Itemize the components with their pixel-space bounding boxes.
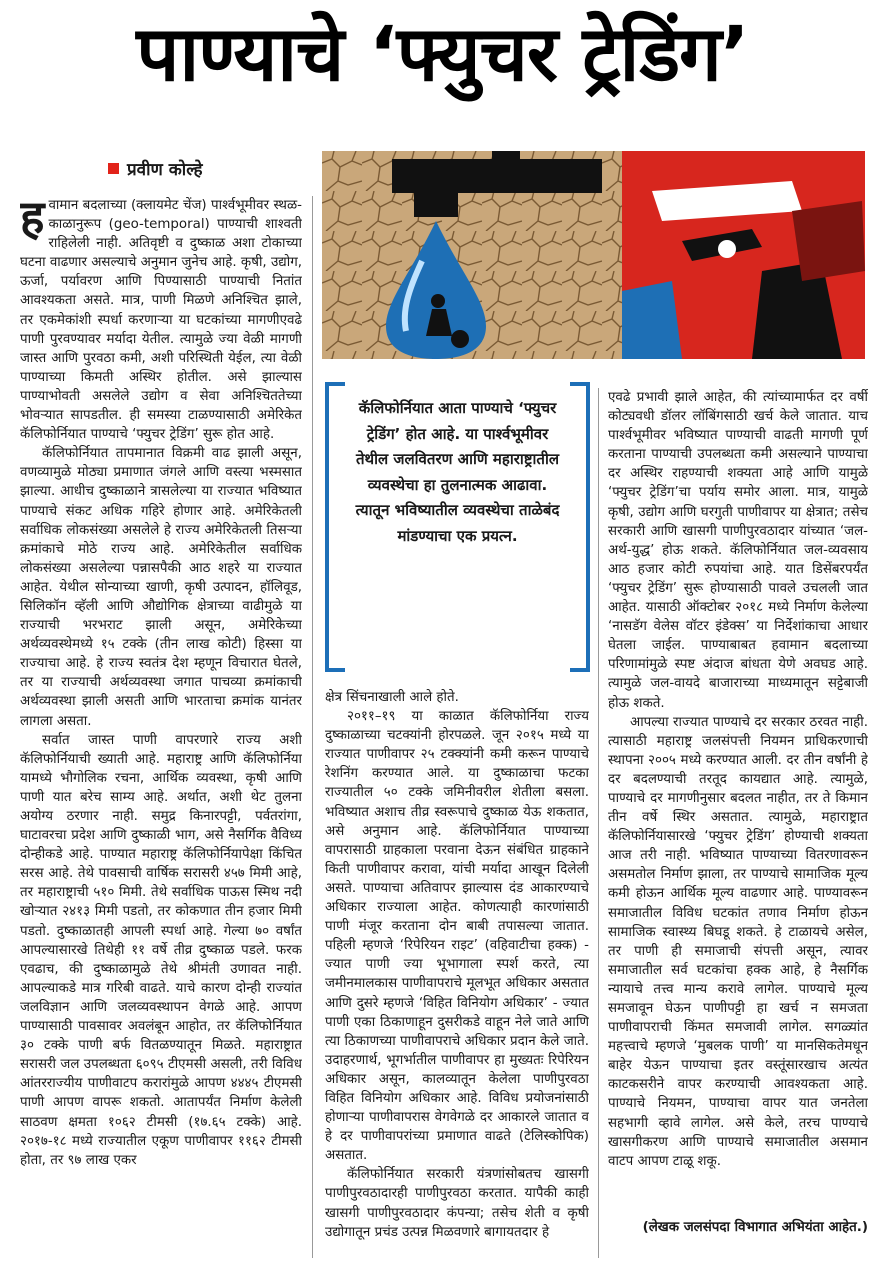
- water-drop-tap-farmer-illustration: [322, 151, 865, 359]
- paragraph: कॅलिफोर्नियात तापमानात विक्रमी वाढ झाली असून, वणव्यामुळे मोठ्या प्रमाणात जंगले आणि वस्त्या भस्मसात झाल्या. आधीच दुष्काळाने त्रासलेल्या या राज्यात भविष्यात पाण्याचे संकट अधिक गहिरे होणार आहे. अमेरिकेतली सर्वाधिक लोकसंख्या असलेले हे राज्य अमेरिकेतली तिसऱ्या क्रमांकाचे मोठे राज्य आहे. अमेरिकेतील सर्वाधिक लोकसंख्या असलेल्या पन्नासपैकी आठ शहरे या राज्यात आहेत. येथील सोन्याच्या खाणी, कृषी उत्पादन, हॉलिवूड, सिलिकॉन व्हॅली आणि औद्योगिक क्षेत्राच्या वाढीमुळे या राज्याची भरभराट झाली असून, अमेरिकेच्या अर्थव्यवस्थेमध्ये १५ टक्के (तीन लाख कोटी) हिस्सा या राज्याचा आहे. हे राज्य स्वतंत्र देश म्हणून विचारात घेतले, तर या राज्याची अर्थव्यवस्था जगात पाचव्या क्रमांकाची अर्थव्यवस्था झाली असती आणि भारताचा क्रमांक यानंतर लागला असता.: [20, 446, 302, 729]
- byline: [108, 157, 203, 180]
- paragraph: एवढे प्रभावी झाले आहेत, की त्यांच्यामार्फत दर वर्षी कोट्यवधी डॉलर लॉबिंगसाठी खर्च केले जातात. याच पार्श्वभूमीवर भविष्यात पाण्याची वाढती मागणी पूर्ण करताना पाण्याची उपलब्धता कमी असल्याने पाण्याचा दर अस्थिर राहण्याची शक्यता आहे आणि यामुळे ‘फ्युचर ट्रेडिंग’चा पर्याय समोर आला. मात्र, यामुळे कृषी, उद्योग आणि घरगुती पाणीवापर या क्षेत्रात; तसेच सरकारी आणि खासगी पाणीपुरवठादार यांच्यात ‘जल-अर्थ-युद्ध’ होऊ शकते. कॅलिफोर्नियात जल-व्यवसाय आठ हजार कोटी रुपयांचा आहे. यात डिसेंबरपर्यंत ‘फ्युचर ट्रेडिंग’ सुरू होण्यासाठी पावले उचलली जात आहेत. यासाठी ऑक्टोबर २०१८ मध्ये निर्माण केलेल्या ‘नासडॅग वेलेस वॉटर इंडेक्स’ या निर्देशांकाचा आधार घेतला जाईल. पाण्याबाबत हवामान बदलाच्या परिणामांमुळे स्पष्ट अंदाज बांधता येणे अवघड आहे. त्यामुळे जल-वायदे बाजाराच्या माध्यमातून सट्टेबाजी होऊ शकते.: [608, 390, 868, 711]
- headline: पाण्याचे ‘फ्युचर ट्रेडिंग’: [136, 9, 749, 98]
- paragraph: सर्वात जास्त पाणी वापरणारे राज्य अशी कॅलिफोर्नियाची ख्याती आहे. महाराष्ट्र आणि कॅलिफोर्निया यामध्ये भौगोलिक रचना, आर्थिक व्यवस्था, कृषी आणि पाणी यात बरेच साम्य आहे. अर्थात, अशी थेट तुलना अयोग्य ठरणार नाही. समुद्र किनारपट्टी, पर्वतरांगा, घाटावरचा प्रदेश आणि दुष्काळी भाग, असे नैसर्गिक वैविध्य दोन्हीकडे आहे. पाण्यात महाराष्ट्र कॅलिफोर्नियापेक्षा किंचित सरस आहे. तेथे पावसाची वार्षिक सरासरी ४५७ मिमी आहे, तर महाराष्ट्राची ५१० मिमी. तेथे सर्वाधिक पाऊस स्मिथ नदी खोऱ्यात २४१३ मिमी पडतो, तर कोकणात तीन हजार मिमी पडतो. दुष्काळातही आपली स्पर्धा आहे. गेल्या ७० वर्षांत आपल्यासारखे तिथेही ११ वर्षे तीव्र दुष्काळ पडले. फरक एवढाच, की दुष्काळामुळे तेथे श्रीमंती उणावत नाही. आपल्याकडे मात्र गरिबी वाढते. याचे कारण दोन्ही राज्यांत जलविज्ञान आणि जलव्यवस्थापन वेगळे आहे. आपण पाण्यासाठी पावसावर अवलंबून आहोत, तर कॅलिफोर्नियात ३० टक्के पाणी बर्फ वितळण्यातून मिळते. महाराष्ट्रात सरासरी जल उपलब्धता ६०९५ टीएमसी असली, तरी विविध आंतरराज्यीय पाणीवाटप करारांमुळे आपण ४४४५ टीएमसी पाणी आपण वापरू शकतो. आतापर्यंत निर्माण केलेली साठवण क्षमता १०६२ टीमसी (१७.६५ टक्के) आहे. २०१७-१८ मध्ये राज्यातील एकूण पाणीवापर ११६२ टीमसी होता, तर ९७ लाख एकर: [20, 732, 302, 1168]
- paragraph: २०११–१९ या काळात कॅलिफोर्निया राज्य दुष्काळाच्या चटक्यांनी होरपळले. जून २०१५ मध्ये या राज्यात पाणीवापर २५ टक्क्यांनी कमी करून पाण्याचे रेशनिंग करण्यात आले. या दुष्काळाचा फटका राज्यातील ५० टक्के जमिनीवरील शेतीला बसला. भविष्यात अशाच तीव्र स्वरूपाचे दुष्काळ येऊ शकतात, असे अनुमान आहे. कॅलिफोर्नियात पाण्याच्या वापरासाठी ग्राहकाला परवाना देऊन संबंधित ग्राहकाने किती पाणीवापर करावा, यांची मर्यादा आखून दिलेली असते. पाण्याचा अतिवापर झाल्यास दंड आकारण्याचे अधिकार राज्याला आहेत. कोणत्याही कारणांसाठी पाणी मंजूर करताना दोन बाबी तपासल्या जातात. पहिली म्हणजे ‘रिपेरियन राइट’ (वहिवाटीचा हक्क) - ज्यात पाणी ज्या भूभागाला स्पर्श करते, त्या जमीनमालकास पाणीवापराचे मूलभूत अधिकार असतात आणि दुसरे म्हणजे ‘विहित विनियोग अधिकार’ - ज्यात पाणी एका ठिकाणाहून दुसरीकडे वाहून नेले जाते आणि त्या ठिकाणच्या पाणीवापराचे अधिकार प्रदान केले जाते. उदाहरणार्थ, भूगर्भातील पाणीवापर हा मुख्यतः रिपेरियन अधिकार असून, कालव्यातून केलेला पाणीपुरवठा विहित विनियोग अधिकार आहे. विविध प्रयोजनांसाठी होणाऱ्या पाणीवापरास वेगवेगळे दर आकारले जातात व हे दर पाणीवापरांच्या प्रमाणात वाढते (टेलिस्कोपिक) असतात.: [325, 709, 589, 1164]
- article-column-2: [325, 688, 589, 1258]
- paragraph: क्षेत्र सिंचनाखाली आले होते.: [325, 690, 459, 705]
- author-note: (लेखक जलसंपदा विभागात अभियंता आहेत.): [642, 1220, 868, 1235]
- pull-quote: [325, 382, 590, 672]
- pull-quote-text: कॅलिफोर्नियात आता पाण्याचे ‘फ्युचर ट्रेडिंग’ होत आहे. या पार्श्वभूमीवर तेथील जलवितरण आणि महाराष्ट्रातील व्यवस्थेचा हा तुलनात्मक आढावा. त्यातून भविष्यातील व्यवस्थेचा ताळेबंद मांडण्याचा एक प्रयत्न.: [355, 399, 560, 545]
- article-column-1: [20, 196, 302, 1258]
- illustration-svg: [322, 151, 865, 359]
- paragraph: कॅलिफोर्नियात सरकारी यंत्रणांसोबतच खासगी पाणीपुरवठादारही पाणीपुरवठा करतात. यापैकी काही खासगी पाणीपुरवठादार कंपन्या; तसेच शेती व कृषी उद्योगातून प्रचंड उत्पन्न मिळवणारे बागायतदार हे: [325, 1167, 589, 1240]
- paragraph-text: वामान बदलाच्या (क्लायमेट चेंज) पार्श्वभूमीवर स्थळ-काळानुरूप (geo-temporal) पाण्याची शाश्वती राहिलेली नाही. अतिवृष्टी व दुष्काळ अशा टोकाच्या घटना वाढणार असल्याचे अनुमान जुनेच आहे. कृषी, उद्योग, ऊर्जा, पर्यावरण आणि पिण्यासाठी पाण्याची नितांत आवश्यकता असते. मात्र, पाणी मिळणे अनिश्चित झाले, तर एकमेकांशी स्पर्धा करणाऱ्या या घटकांच्या मागणीएवढे पाणी पुरवण्यावर मर्यादा येतील. त्यामुळे ज्या वेळी मागणी जास्त आणि पुरवठा कमी, अशी परिस्थिती येईल, त्या वेळी पाण्याच्या किमती अस्थिर होतील. असे झाल्यास पाण्याभोवती असलेले उद्योग व सेवा अनिश्चिततेच्या भोवऱ्यात सापडतील. ही समस्या टाळण्यासाठी अमेरिकेत कॅलिफोर्नियात पाण्याचे ‘फ्युचर ट्रेडिंग’ सुरू होत आहे.: [20, 198, 302, 443]
- drop-cap: ह: [20, 196, 45, 244]
- column-rule: [598, 388, 599, 1258]
- article-column-3: [608, 388, 868, 1218]
- paragraph: आपल्या राज्यात पाण्याचे दर सरकार ठरवत नाही. त्यासाठी महाराष्ट्र जलसंपत्ती नियमन प्राधिकरणाची स्थापना २००५ मध्ये करण्यात आली. दर तीन वर्षांनी हे दर बदलण्याची तरतूद कायद्यात आहे. त्यामुळे, पाण्याचे दर मागणीनुसार बदलत नाहीत, तर ते किमान तीन वर्षे स्थिर असतात. त्यामुळे, महाराष्ट्रात कॅलिफोर्नियासारखे ‘फ्युचर ट्रेडिंग’ होण्याची शक्यता आज तरी नाही. भविष्यात पाण्याच्या वितरणावरून असमतोल निर्माण झाला, तर पाण्याचे सामाजिक मूल्य कमी होऊन आर्थिक मूल्य वाढणार आहे. पाण्यावरून समाजातील विविध घटकांत तणाव निर्माण होऊन सामाजिक स्वास्थ्य बिघडू शकते. हे टाळायचे असेल, तर पाणी ही समाजाची संपत्ती असून, त्यावर समाजातील सर्व घटकांचा हक्क आहे, हे नैसर्गिक न्यायाचे तत्त्व मान्य करावे लागेल. पाण्याचे मूल्य समजावून घेऊन पाणीपट्टी हा खर्च न समजता पाणीवापराची किंमत समजावी लागेल. सगळ्यांत महत्त्वाचे म्हणजे ‘मुबलक पाणी’ या मानसिकतेमधून बाहेर येऊन पाण्याचा इतर वस्तूंसारखाच अत्यंत काटकसरीने वापर करण्याची आवश्यकता आहे. पाण्याचे नियमन, पाण्याचा वापर यात जनतेला सहभागी व्हावे लागेल. असे केले, तरच पाण्याचे खासगीकरण आणि पाण्याचे समाजातील असमान वाटप आपण टाळू शकू.: [608, 714, 868, 1169]
- column-rule: [312, 196, 313, 1258]
- bullet-square-icon: [108, 163, 119, 174]
- bracket-right: [570, 382, 590, 672]
- author-name: प्रवीण कोल्हे: [127, 160, 203, 180]
- paragraph: [20, 196, 302, 444]
- bracket-left: [325, 382, 345, 672]
